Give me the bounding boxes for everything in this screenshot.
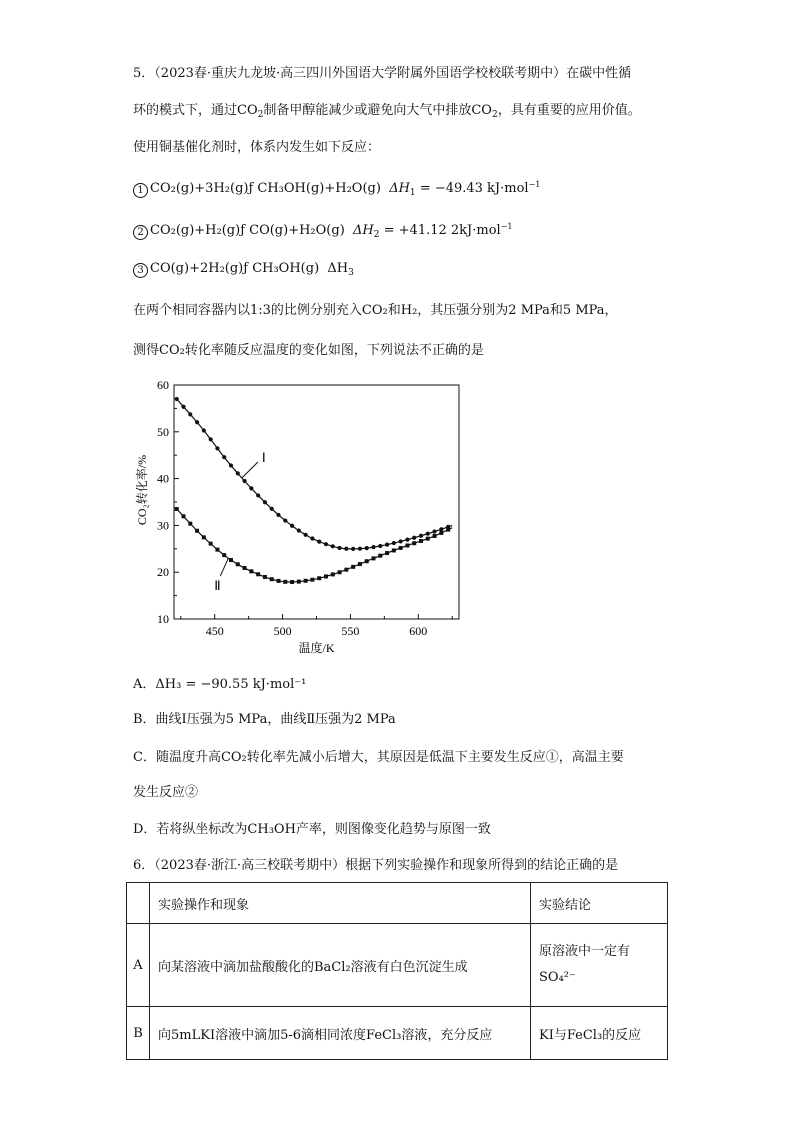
delta-h-sub: 2 xyxy=(373,230,380,240)
data-point xyxy=(358,562,362,566)
reaction-3 xyxy=(133,259,354,283)
data-point xyxy=(195,529,199,533)
delta-h: ΔH xyxy=(389,181,410,196)
option-c-line-1[interactable]: C．随温度升高CO₂转化率先减小后增大，其原因是低温下主要发生反应①，高温主要 xyxy=(133,750,624,765)
data-point xyxy=(283,518,287,522)
y-tick-label: 30 xyxy=(157,518,169,533)
data-point xyxy=(399,539,403,543)
x-tick-label: 550 xyxy=(341,624,360,638)
operation-cell: 向5mLKI溶液中滴加5-6滴相同浓度FeCl₃溶液，充分反应 xyxy=(150,1007,531,1060)
data-point xyxy=(297,580,301,584)
option-a[interactable]: A．ΔH₃ = −90.55 kJ·mol⁻¹ xyxy=(133,677,307,692)
data-point xyxy=(433,534,437,538)
data-point xyxy=(419,539,423,543)
option-c-line-2[interactable]: 发生反应② xyxy=(133,785,199,800)
data-point xyxy=(202,428,206,432)
conversion-chart xyxy=(128,378,473,663)
series-label-leader xyxy=(242,462,258,478)
conclusion-cell xyxy=(531,1007,668,1060)
data-point xyxy=(324,574,328,578)
series-label: Ⅱ xyxy=(214,578,221,594)
delta-h-sub: 3 xyxy=(348,268,354,278)
delta-h: ΔH xyxy=(327,261,349,276)
data-point xyxy=(337,546,341,550)
stem-b2: 制备甲醇能减少或避免向大气中排放CO xyxy=(263,103,492,118)
delta-h-sub: 1 xyxy=(409,188,416,198)
q5-stem-a: 在碳中性循 xyxy=(566,66,632,81)
data-point xyxy=(324,542,328,546)
x-tick-label: 600 xyxy=(409,624,428,638)
y-tick-label: 20 xyxy=(157,565,169,580)
data-point xyxy=(439,531,443,535)
table-header-row xyxy=(127,883,668,924)
data-point xyxy=(412,541,416,545)
data-point xyxy=(222,455,226,459)
data-point xyxy=(412,536,416,540)
data-point xyxy=(338,570,342,574)
data-point xyxy=(249,486,253,490)
data-point xyxy=(331,544,335,548)
row-label: B xyxy=(127,1007,150,1060)
series-line xyxy=(177,399,453,549)
data-point xyxy=(378,544,382,548)
data-point xyxy=(365,546,369,550)
data-point xyxy=(439,527,443,531)
q5-condition-1: 在两个相同容器内以1:3的比例分别充入CO₂和H₂，其压强分别为2 MPa和5 MPa， xyxy=(133,303,618,318)
data-point xyxy=(209,542,213,546)
y-tick-label: 10 xyxy=(157,612,169,626)
option-d[interactable]: D．若将纵坐标改为CH₃OH产率，则图像变化趋势与原图一致 xyxy=(133,822,491,837)
series-label-leader xyxy=(220,558,228,576)
data-point xyxy=(188,522,192,526)
data-point xyxy=(351,565,355,569)
experiment-table xyxy=(126,882,668,1060)
q6-stem: 6．（2023春·浙江·高三校联考期中）根据下列实验操作和现象所得到的结论正确的是 xyxy=(133,858,619,873)
data-point xyxy=(432,529,436,533)
circled-number: 2 xyxy=(133,225,148,240)
data-point xyxy=(317,540,321,544)
data-point xyxy=(175,397,179,401)
data-point xyxy=(249,569,253,573)
data-point xyxy=(175,507,179,511)
data-point xyxy=(399,546,403,550)
circled-number: 3 xyxy=(133,263,148,278)
data-point xyxy=(270,577,274,581)
reaction-2 xyxy=(133,217,513,245)
data-point xyxy=(378,554,382,558)
y-axis-label: CO₂转化率/% xyxy=(135,454,149,526)
data-point xyxy=(365,559,369,563)
data-point xyxy=(446,528,450,532)
reaction-equation: CO(g)+2H₂(g)ƒ CH₃OH(g) xyxy=(150,261,320,276)
q5-condition-2: 测得CO₂转化率随反应温度的变化如图，下列说法不正确的是 xyxy=(133,343,484,358)
data-point xyxy=(344,568,348,572)
unit-sup: −1 xyxy=(528,180,541,189)
data-point xyxy=(181,405,185,409)
header-cell: 实验操作和现象 xyxy=(150,883,531,924)
reaction-equation: CO₂(g)+3H₂(g)ƒ CH₃OH(g)+H₂O(g) xyxy=(150,181,381,196)
data-point xyxy=(215,548,219,552)
data-point xyxy=(229,463,233,467)
header-cell: 实验结论 xyxy=(531,883,668,924)
data-point xyxy=(283,580,287,584)
data-point xyxy=(182,514,186,518)
option-b[interactable]: B．曲线Ⅰ压强为5 MPa，曲线Ⅱ压强为2 MPa xyxy=(133,712,396,727)
q5-header: 5．（2023春·重庆九龙坡·高三四川外国语大学附属外国语学校校联考期中）在碳中性循 xyxy=(133,66,632,81)
operation-cell: 向某溶液中滴加盐酸酸化的BaCl₂溶液有白色沉淀生成 xyxy=(150,924,531,1007)
data-point xyxy=(256,572,260,576)
data-point xyxy=(263,500,267,504)
data-point xyxy=(222,553,226,557)
reaction-equation: CO₂(g)+H₂(g)ƒ CO(g)+H₂O(g) xyxy=(150,223,345,238)
stem-b3: ，具有重要的应用价值。 xyxy=(497,103,641,118)
data-point xyxy=(351,547,355,551)
data-point xyxy=(263,575,267,579)
data-point xyxy=(270,507,274,511)
header-cell xyxy=(127,883,150,924)
data-point xyxy=(310,578,314,582)
y-tick-label: 60 xyxy=(157,378,169,392)
data-point xyxy=(371,545,375,549)
data-point xyxy=(331,572,335,576)
question-source: （2023春·重庆九龙坡·高三四川外国语大学附属外国语学校校联考期中） xyxy=(154,66,567,81)
question-number: 5 xyxy=(133,66,142,81)
data-point xyxy=(426,537,430,541)
conclusion-cell xyxy=(531,924,668,1007)
data-point xyxy=(304,579,308,583)
reaction-1 xyxy=(133,175,540,203)
row-label: A xyxy=(127,924,150,1007)
data-point xyxy=(277,579,281,583)
delta-h-value: = −49.43 kJ·mol xyxy=(415,181,529,196)
y-tick-label: 40 xyxy=(157,471,169,486)
data-point xyxy=(392,548,396,552)
data-point xyxy=(304,533,308,537)
data-point xyxy=(385,551,389,555)
data-point xyxy=(344,547,348,551)
data-point xyxy=(229,558,233,562)
data-point xyxy=(405,538,409,542)
data-point xyxy=(419,534,423,538)
data-point xyxy=(426,532,430,536)
data-point xyxy=(236,471,240,475)
x-tick-label: 450 xyxy=(205,624,224,638)
series-line xyxy=(177,509,453,582)
data-point xyxy=(276,513,280,517)
data-point xyxy=(385,542,389,546)
data-point xyxy=(195,420,199,424)
data-point xyxy=(297,528,301,532)
data-point xyxy=(243,566,247,570)
data-point xyxy=(405,543,409,547)
x-axis-label: 温度/K xyxy=(298,641,335,655)
table-row xyxy=(127,924,668,1007)
circled-number: 1 xyxy=(133,183,148,198)
data-point xyxy=(290,580,294,584)
unit-sup: −1 xyxy=(500,222,513,231)
data-point xyxy=(188,412,192,416)
data-point xyxy=(392,541,396,545)
conclusion-line: 原溶液中一定有 xyxy=(539,944,631,959)
data-point xyxy=(215,446,219,450)
data-point xyxy=(256,493,260,497)
table-row xyxy=(127,1007,668,1060)
data-point xyxy=(317,576,321,580)
data-point xyxy=(310,536,314,540)
data-point xyxy=(358,547,362,551)
data-point xyxy=(290,524,294,528)
y-tick-label: 50 xyxy=(157,424,169,439)
series-label: Ⅰ xyxy=(261,450,266,466)
conclusion-line: KI与FeCl₃的反应 xyxy=(539,1027,642,1043)
q5-stem-b: 环的模式下，通过$CO_2$制备甲醇能减少或避免向大气中排放$CO_2$，具有重要的应用价值。 xyxy=(133,103,641,120)
conclusion-line: SO₄²⁻ xyxy=(539,970,576,985)
delta-h-value: = +41.12 2kJ·mol xyxy=(379,223,501,238)
q5-stem-c: 使用铜基催化剂时，体系内发生如下反应： xyxy=(133,140,381,155)
stem-b1: 环的模式下，通过CO xyxy=(133,103,258,118)
data-point xyxy=(236,562,240,566)
data-point xyxy=(209,437,213,441)
delta-h: ΔH xyxy=(353,223,374,238)
data-point xyxy=(202,535,206,539)
data-point xyxy=(372,556,376,560)
x-tick-label: 500 xyxy=(273,624,292,638)
data-point xyxy=(242,479,246,483)
